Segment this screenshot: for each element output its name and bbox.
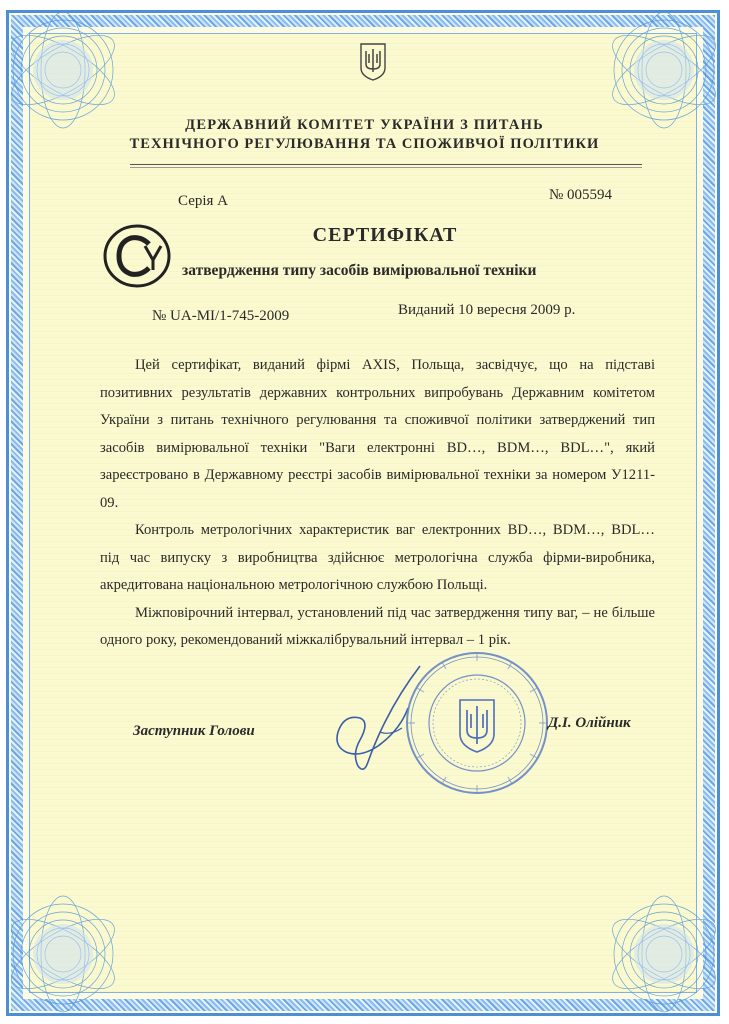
certificate-title: СЕРТИФІКАТ (312, 224, 458, 246)
certificate-number: № 005594 (549, 187, 613, 203)
issue-date: Виданий 10 вересня 2009 р. (398, 302, 576, 318)
body-paragraph-1: Цей сертифікат, виданий фірмі AXIS, Польща, засвідчує, що на підставі позитивних результатів державних контрольних випробувань Державним комітетом України з питань технічного регулювання та споживчої політики затверджений тип засобів вимірювальної техніки "Ваги електронні BD…, BDM…, BDL…", який зареєстровано в Державному реєстрі засобів вимірювальної техніки за номером У1211-09. (100, 357, 655, 511)
body-paragraph-2: Контроль метрологічних характеристик ваг електронних BD…, BDM…, BDL… під час випуску з виробництва здійснює метрологічна служба фірми-виробника, акредитована національною метрологічною службою Польщі. (100, 522, 655, 593)
corner-rosette-icon (8, 864, 158, 1014)
certificate-series: Серія А (178, 193, 228, 209)
issuer-name-line2: ТЕХНІЧНОГО РЕГУЛЮВАННЯ ТА СПОЖИВЧОЇ ПОЛІТИКИ (129, 136, 600, 152)
registration-number: № UA-MI/1-745-2009 (152, 308, 290, 324)
issuer-name-line1: ДЕРЖАВНИЙ КОМІТЕТ УКРАЇНИ З ПИТАНЬ (185, 117, 544, 133)
signatory-position: Заступник Голови (133, 723, 255, 739)
header-divider (130, 164, 642, 168)
certificate-body (100, 352, 655, 655)
trident-emblem-icon (358, 42, 388, 82)
official-seal-icon (402, 648, 552, 798)
signatory-name: Д.І. Олійник (548, 715, 631, 731)
body-paragraph-3: Міжповірочний інтервал, установлений під час затвердження типу ваг, – не більше одного року, рекомендований міжкалібрувальний інтервал – 1 рік. (100, 604, 655, 648)
certificate-subtitle: затвердження типу засобів вимірювальної техніки (182, 262, 537, 279)
corner-rosette-icon (569, 864, 719, 1014)
